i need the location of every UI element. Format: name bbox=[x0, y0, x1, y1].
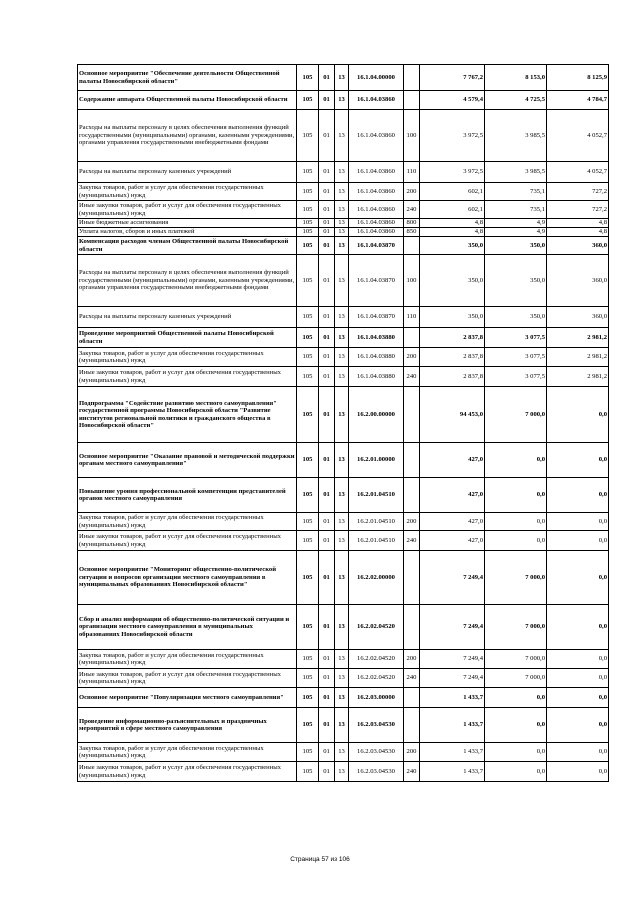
amount-year-1: 94 453,0 bbox=[420, 387, 485, 443]
section-code: 01 bbox=[319, 708, 335, 743]
row-name: Содержание аппарата Общественной палаты Новосибирской области bbox=[78, 91, 297, 110]
table-row bbox=[78, 650, 609, 669]
section-code: 01 bbox=[319, 228, 335, 237]
section-code: 01 bbox=[319, 255, 335, 307]
subsection-code: 13 bbox=[335, 762, 349, 782]
grbs-code: 105 bbox=[297, 688, 319, 708]
section-code: 01 bbox=[319, 513, 335, 531]
expense-type-code: 240 bbox=[404, 367, 420, 387]
amount-year-2: 4,9 bbox=[485, 228, 547, 237]
expense-type-code: 100 bbox=[404, 110, 420, 162]
subsection-code: 13 bbox=[335, 307, 349, 328]
amount-year-2: 3 077,5 bbox=[485, 328, 547, 348]
table-row bbox=[78, 110, 609, 162]
expense-type-code: 110 bbox=[404, 162, 420, 183]
subsection-code: 13 bbox=[335, 219, 349, 228]
subsection-code: 13 bbox=[335, 551, 349, 605]
expense-type-code bbox=[404, 65, 420, 91]
grbs-code: 105 bbox=[297, 91, 319, 110]
amount-year-1: 1 433,7 bbox=[420, 688, 485, 708]
expense-type-code bbox=[404, 478, 420, 513]
subsection-code: 13 bbox=[335, 162, 349, 183]
table-row bbox=[78, 443, 609, 478]
target-article-code: 16.1.04.03870 bbox=[349, 237, 404, 255]
amount-year-1: 3 972,5 bbox=[420, 162, 485, 183]
amount-year-1: 602,1 bbox=[420, 201, 485, 219]
grbs-code: 105 bbox=[297, 387, 319, 443]
amount-year-2: 3 985,5 bbox=[485, 110, 547, 162]
row-name: Проведение информационно-разъяснительных и праздничных мероприятий в сфере местного самоуправления bbox=[78, 708, 297, 743]
amount-year-1: 7 249,4 bbox=[420, 605, 485, 650]
amount-year-1: 350,0 bbox=[420, 307, 485, 328]
table-row bbox=[78, 387, 609, 443]
expense-type-code: 240 bbox=[404, 669, 420, 688]
table-row bbox=[78, 531, 609, 551]
table-row bbox=[78, 513, 609, 531]
grbs-code: 105 bbox=[297, 348, 319, 367]
expense-type-code: 800 bbox=[404, 219, 420, 228]
target-article-code: 16.1.04.03860 bbox=[349, 91, 404, 110]
target-article-code: 16.1.04.03880 bbox=[349, 328, 404, 348]
amount-year-2: 3 077,5 bbox=[485, 348, 547, 367]
expense-type-code: 200 bbox=[404, 183, 420, 201]
amount-year-3: 0,0 bbox=[547, 688, 609, 708]
amount-year-2: 8 153,0 bbox=[485, 65, 547, 91]
amount-year-2: 3 985,5 bbox=[485, 162, 547, 183]
subsection-code: 13 bbox=[335, 91, 349, 110]
grbs-code: 105 bbox=[297, 443, 319, 478]
amount-year-3: 0,0 bbox=[547, 650, 609, 669]
table-row bbox=[78, 201, 609, 219]
grbs-code: 105 bbox=[297, 551, 319, 605]
target-article-code: 16.1.04.00000 bbox=[349, 65, 404, 91]
expense-type-code: 200 bbox=[404, 650, 420, 669]
table-row bbox=[78, 605, 609, 650]
amount-year-1: 602,1 bbox=[420, 183, 485, 201]
expense-type-code bbox=[404, 387, 420, 443]
amount-year-3: 0,0 bbox=[547, 478, 609, 513]
target-article-code: 16.2.02.04520 bbox=[349, 605, 404, 650]
row-name: Основное мероприятие "Оказание правовой и методической поддержки органам местного самоуправления" bbox=[78, 443, 297, 478]
row-name: Подпрограмма "Содействие развитию местного самоуправления" государственной программы Новосибирской области "Развитие институтов региональной политики и гражданского общества в Новосибирской области" bbox=[78, 387, 297, 443]
grbs-code: 105 bbox=[297, 650, 319, 669]
budget-table bbox=[77, 64, 609, 782]
target-article-code: 16.2.01.04510 bbox=[349, 513, 404, 531]
section-code: 01 bbox=[319, 688, 335, 708]
amount-year-1: 427,0 bbox=[420, 443, 485, 478]
expense-type-code: 850 bbox=[404, 228, 420, 237]
target-article-code: 16.2.03.04530 bbox=[349, 708, 404, 743]
subsection-code: 13 bbox=[335, 367, 349, 387]
row-name: Закупка товаров, работ и услуг для обеспечения государственных (муниципальных) нужд bbox=[78, 183, 297, 201]
grbs-code: 105 bbox=[297, 708, 319, 743]
row-name: Расходы на выплаты персоналу казенных учреждений bbox=[78, 307, 297, 328]
table-row bbox=[78, 367, 609, 387]
amount-year-2: 4 725,5 bbox=[485, 91, 547, 110]
expense-type-code bbox=[404, 328, 420, 348]
grbs-code: 105 bbox=[297, 307, 319, 328]
expense-type-code: 240 bbox=[404, 201, 420, 219]
subsection-code: 13 bbox=[335, 688, 349, 708]
subsection-code: 13 bbox=[335, 237, 349, 255]
amount-year-1: 427,0 bbox=[420, 531, 485, 551]
table-row bbox=[78, 237, 609, 255]
amount-year-1: 350,0 bbox=[420, 237, 485, 255]
amount-year-1: 1 433,7 bbox=[420, 708, 485, 743]
grbs-code: 105 bbox=[297, 328, 319, 348]
table-row bbox=[78, 255, 609, 307]
amount-year-2: 0,0 bbox=[485, 708, 547, 743]
amount-year-3: 4 784,7 bbox=[547, 91, 609, 110]
grbs-code: 105 bbox=[297, 605, 319, 650]
amount-year-3: 360,0 bbox=[547, 255, 609, 307]
section-code: 01 bbox=[319, 743, 335, 762]
grbs-code: 105 bbox=[297, 201, 319, 219]
subsection-code: 13 bbox=[335, 708, 349, 743]
target-article-code: 16.2.01.04510 bbox=[349, 478, 404, 513]
amount-year-1: 3 972,5 bbox=[420, 110, 485, 162]
row-name: Закупка товаров, работ и услуг для обеспечения государственных (муниципальных) нужд bbox=[78, 513, 297, 531]
amount-year-3: 0,0 bbox=[547, 513, 609, 531]
section-code: 01 bbox=[319, 443, 335, 478]
section-code: 01 bbox=[319, 762, 335, 782]
section-code: 01 bbox=[319, 110, 335, 162]
amount-year-3: 0,0 bbox=[547, 605, 609, 650]
section-code: 01 bbox=[319, 65, 335, 91]
grbs-code: 105 bbox=[297, 219, 319, 228]
section-code: 01 bbox=[319, 387, 335, 443]
table-row bbox=[78, 162, 609, 183]
amount-year-1: 1 433,7 bbox=[420, 762, 485, 782]
expense-type-code: 200 bbox=[404, 743, 420, 762]
amount-year-2: 7 000,0 bbox=[485, 650, 547, 669]
expense-type-code bbox=[404, 443, 420, 478]
row-name: Повышение уровня профессиональной компетенции представителей органов местного самоуправления bbox=[78, 478, 297, 513]
target-article-code: 16.1.04.03860 bbox=[349, 110, 404, 162]
amount-year-3: 4 052,7 bbox=[547, 162, 609, 183]
amount-year-1: 4 579,4 bbox=[420, 91, 485, 110]
section-code: 01 bbox=[319, 650, 335, 669]
row-name: Основное мероприятие "Обеспечение деятельности Общественной палаты Новосибирской области" bbox=[78, 65, 297, 91]
row-name: Сбор и анализ информации об общественно-политической ситуации и организации местного самоуправления в муниципальных образованиях Новосибирской области bbox=[78, 605, 297, 650]
amount-year-2: 0,0 bbox=[485, 513, 547, 531]
grbs-code: 105 bbox=[297, 762, 319, 782]
target-article-code: 16.1.04.03880 bbox=[349, 367, 404, 387]
section-code: 01 bbox=[319, 478, 335, 513]
grbs-code: 105 bbox=[297, 531, 319, 551]
section-code: 01 bbox=[319, 162, 335, 183]
subsection-code: 13 bbox=[335, 201, 349, 219]
subsection-code: 13 bbox=[335, 387, 349, 443]
target-article-code: 16.2.01.00000 bbox=[349, 443, 404, 478]
grbs-code: 105 bbox=[297, 162, 319, 183]
subsection-code: 13 bbox=[335, 328, 349, 348]
amount-year-3: 360,0 bbox=[547, 237, 609, 255]
table-row bbox=[78, 307, 609, 328]
section-code: 01 bbox=[319, 91, 335, 110]
subsection-code: 13 bbox=[335, 443, 349, 478]
section-code: 01 bbox=[319, 531, 335, 551]
table-row bbox=[78, 91, 609, 110]
section-code: 01 bbox=[319, 367, 335, 387]
row-name: Закупка товаров, работ и услуг для обеспечения государственных (муниципальных) нужд bbox=[78, 650, 297, 669]
amount-year-3: 2 981,2 bbox=[547, 348, 609, 367]
row-name: Расходы на выплаты персоналу в целях обеспечения выполнения функций государственными (муниципальными) органами, казенными учреждениями, органами управления государственными внебюджетными фондами bbox=[78, 255, 297, 307]
amount-year-2: 0,0 bbox=[485, 762, 547, 782]
page-number: Страница 57 из 106 bbox=[290, 856, 350, 863]
subsection-code: 13 bbox=[335, 650, 349, 669]
subsection-code: 13 bbox=[335, 605, 349, 650]
amount-year-3: 0,0 bbox=[547, 551, 609, 605]
expense-type-code: 100 bbox=[404, 255, 420, 307]
amount-year-1: 350,0 bbox=[420, 255, 485, 307]
subsection-code: 13 bbox=[335, 743, 349, 762]
grbs-code: 105 bbox=[297, 743, 319, 762]
row-name: Иные закупки товаров, работ и услуг для обеспечения государственных (муниципальных) нужд bbox=[78, 367, 297, 387]
grbs-code: 105 bbox=[297, 65, 319, 91]
amount-year-3: 2 981,2 bbox=[547, 367, 609, 387]
target-article-code: 16.1.04.03860 bbox=[349, 228, 404, 237]
amount-year-1: 427,0 bbox=[420, 513, 485, 531]
target-article-code: 16.1.04.03880 bbox=[349, 348, 404, 367]
amount-year-2: 7 000,0 bbox=[485, 605, 547, 650]
grbs-code: 105 bbox=[297, 367, 319, 387]
target-article-code: 16.1.04.03860 bbox=[349, 201, 404, 219]
subsection-code: 13 bbox=[335, 255, 349, 307]
amount-year-1: 4,8 bbox=[420, 219, 485, 228]
subsection-code: 13 bbox=[335, 531, 349, 551]
row-name: Основное мероприятие "Мониторинг общественно-политической ситуации и вопросов организации местного самоуправления в муниципальных образованиях Новосибирской области" bbox=[78, 551, 297, 605]
table-row bbox=[78, 348, 609, 367]
amount-year-2: 7 000,0 bbox=[485, 669, 547, 688]
table-row bbox=[78, 688, 609, 708]
table-row bbox=[78, 708, 609, 743]
table-row bbox=[78, 743, 609, 762]
amount-year-1: 7 249,4 bbox=[420, 650, 485, 669]
amount-year-2: 735,1 bbox=[485, 201, 547, 219]
target-article-code: 16.1.04.03860 bbox=[349, 183, 404, 201]
table-row bbox=[78, 183, 609, 201]
amount-year-1: 7 249,4 bbox=[420, 669, 485, 688]
amount-year-3: 0,0 bbox=[547, 443, 609, 478]
section-code: 01 bbox=[319, 201, 335, 219]
amount-year-1: 7 767,2 bbox=[420, 65, 485, 91]
grbs-code: 105 bbox=[297, 513, 319, 531]
subsection-code: 13 bbox=[335, 228, 349, 237]
amount-year-3: 0,0 bbox=[547, 669, 609, 688]
grbs-code: 105 bbox=[297, 237, 319, 255]
amount-year-3: 0,0 bbox=[547, 708, 609, 743]
expense-type-code bbox=[404, 91, 420, 110]
row-name: Закупка товаров, работ и услуг для обеспечения государственных (муниципальных) нужд bbox=[78, 348, 297, 367]
amount-year-1: 2 837,8 bbox=[420, 348, 485, 367]
table-row bbox=[78, 551, 609, 605]
amount-year-3: 4,8 bbox=[547, 219, 609, 228]
target-article-code: 16.1.04.03860 bbox=[349, 219, 404, 228]
amount-year-1: 1 433,7 bbox=[420, 743, 485, 762]
target-article-code: 16.2.01.04510 bbox=[349, 531, 404, 551]
target-article-code: 16.2.03.04530 bbox=[349, 743, 404, 762]
row-name: Иные закупки товаров, работ и услуг для обеспечения государственных (муниципальных) нужд bbox=[78, 669, 297, 688]
subsection-code: 13 bbox=[335, 183, 349, 201]
amount-year-2: 4,9 bbox=[485, 219, 547, 228]
section-code: 01 bbox=[319, 605, 335, 650]
amount-year-2: 0,0 bbox=[485, 531, 547, 551]
row-name: Расходы на выплаты персоналу в целях обеспечения выполнения функций государственными (муниципальными) органами, казенными учреждениями, органами управления государственными внебюджетными фондами bbox=[78, 110, 297, 162]
grbs-code: 105 bbox=[297, 478, 319, 513]
table-row bbox=[78, 328, 609, 348]
expense-type-code: 240 bbox=[404, 762, 420, 782]
amount-year-2: 350,0 bbox=[485, 307, 547, 328]
amount-year-2: 350,0 bbox=[485, 255, 547, 307]
amount-year-2: 7 000,0 bbox=[485, 387, 547, 443]
target-article-code: 16.2.00.00000 bbox=[349, 387, 404, 443]
section-code: 01 bbox=[319, 237, 335, 255]
grbs-code: 105 bbox=[297, 228, 319, 237]
row-name: Иные бюджетные ассигнования bbox=[78, 219, 297, 228]
amount-year-3: 4 052,7 bbox=[547, 110, 609, 162]
amount-year-3: 8 125,9 bbox=[547, 65, 609, 91]
row-name: Уплата налогов, сборов и иных платежей bbox=[78, 228, 297, 237]
amount-year-1: 2 837,8 bbox=[420, 367, 485, 387]
amount-year-2: 350,0 bbox=[485, 237, 547, 255]
grbs-code: 105 bbox=[297, 669, 319, 688]
subsection-code: 13 bbox=[335, 348, 349, 367]
amount-year-1: 4,8 bbox=[420, 228, 485, 237]
amount-year-2: 3 077,5 bbox=[485, 367, 547, 387]
expense-type-code bbox=[404, 708, 420, 743]
row-name: Компенсация расходов членам Общественной палаты Новосибирской области bbox=[78, 237, 297, 255]
section-code: 01 bbox=[319, 328, 335, 348]
amount-year-3: 0,0 bbox=[547, 387, 609, 443]
table-row bbox=[78, 762, 609, 782]
subsection-code: 13 bbox=[335, 478, 349, 513]
amount-year-3: 360,0 bbox=[547, 307, 609, 328]
grbs-code: 105 bbox=[297, 183, 319, 201]
section-code: 01 bbox=[319, 669, 335, 688]
amount-year-2: 735,1 bbox=[485, 183, 547, 201]
subsection-code: 13 bbox=[335, 65, 349, 91]
section-code: 01 bbox=[319, 551, 335, 605]
amount-year-3: 0,0 bbox=[547, 762, 609, 782]
amount-year-2: 7 000,0 bbox=[485, 551, 547, 605]
row-name: Расходы на выплаты персоналу казенных учреждений bbox=[78, 162, 297, 183]
expense-type-code: 110 bbox=[404, 307, 420, 328]
row-name: Проведение мероприятий Общественной палаты Новосибирской области bbox=[78, 328, 297, 348]
row-name: Иные закупки товаров, работ и услуг для обеспечения государственных (муниципальных) нужд bbox=[78, 762, 297, 782]
expense-type-code bbox=[404, 237, 420, 255]
target-article-code: 16.1.04.03860 bbox=[349, 162, 404, 183]
target-article-code: 16.2.02.04520 bbox=[349, 650, 404, 669]
amount-year-2: 0,0 bbox=[485, 478, 547, 513]
subsection-code: 13 bbox=[335, 513, 349, 531]
grbs-code: 105 bbox=[297, 110, 319, 162]
target-article-code: 16.1.04.03870 bbox=[349, 307, 404, 328]
section-code: 01 bbox=[319, 183, 335, 201]
section-code: 01 bbox=[319, 348, 335, 367]
amount-year-2: 0,0 bbox=[485, 443, 547, 478]
table-row bbox=[78, 219, 609, 228]
target-article-code: 16.2.02.00000 bbox=[349, 551, 404, 605]
amount-year-3: 0,0 bbox=[547, 531, 609, 551]
amount-year-1: 427,0 bbox=[420, 478, 485, 513]
expense-type-code bbox=[404, 688, 420, 708]
table-row bbox=[78, 65, 609, 91]
row-name: Иные закупки товаров, работ и услуг для обеспечения государственных (муниципальных) нужд bbox=[78, 201, 297, 219]
grbs-code: 105 bbox=[297, 255, 319, 307]
amount-year-3: 727,2 bbox=[547, 183, 609, 201]
target-article-code: 16.2.03.00000 bbox=[349, 688, 404, 708]
row-name: Закупка товаров, работ и услуг для обеспечения государственных (муниципальных) нужд bbox=[78, 743, 297, 762]
amount-year-3: 727,2 bbox=[547, 201, 609, 219]
expense-type-code bbox=[404, 605, 420, 650]
table-row bbox=[78, 478, 609, 513]
target-article-code: 16.2.03.04530 bbox=[349, 762, 404, 782]
amount-year-3: 2 981,2 bbox=[547, 328, 609, 348]
expense-type-code bbox=[404, 551, 420, 605]
table-row bbox=[78, 228, 609, 237]
amount-year-1: 7 249,4 bbox=[420, 551, 485, 605]
target-article-code: 16.1.04.03870 bbox=[349, 255, 404, 307]
amount-year-2: 0,0 bbox=[485, 688, 547, 708]
row-name: Основное мероприятие "Популяризация местного самоуправления" bbox=[78, 688, 297, 708]
amount-year-3: 4,8 bbox=[547, 228, 609, 237]
target-article-code: 16.2.02.04520 bbox=[349, 669, 404, 688]
section-code: 01 bbox=[319, 219, 335, 228]
amount-year-3: 0,0 bbox=[547, 743, 609, 762]
amount-year-2: 0,0 bbox=[485, 743, 547, 762]
expense-type-code: 240 bbox=[404, 531, 420, 551]
section-code: 01 bbox=[319, 307, 335, 328]
table-body bbox=[78, 65, 609, 782]
subsection-code: 13 bbox=[335, 110, 349, 162]
expense-type-code: 200 bbox=[404, 513, 420, 531]
subsection-code: 13 bbox=[335, 669, 349, 688]
expense-type-code: 200 bbox=[404, 348, 420, 367]
row-name: Иные закупки товаров, работ и услуг для обеспечения государственных (муниципальных) нужд bbox=[78, 531, 297, 551]
table-row bbox=[78, 669, 609, 688]
amount-year-1: 2 837,8 bbox=[420, 328, 485, 348]
